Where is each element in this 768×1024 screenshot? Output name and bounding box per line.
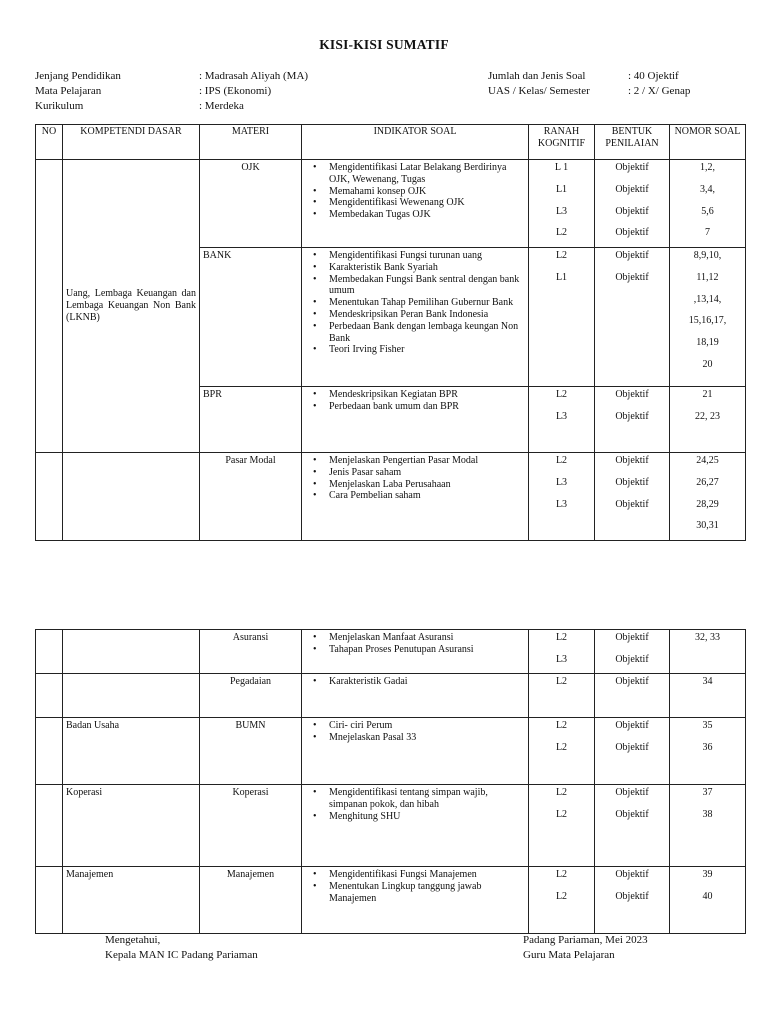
indikator-cell	[302, 630, 529, 674]
bentuk-value: Objektif	[615, 389, 649, 400]
ranah-value: L2	[555, 787, 568, 798]
table-row	[36, 160, 746, 248]
bentuk-value: Objektif	[615, 455, 649, 466]
nomor-cell	[670, 718, 746, 785]
ranah-cell	[529, 674, 595, 718]
info-value: : 2 / X/ Genap	[628, 85, 691, 97]
indikator-cell	[302, 387, 529, 453]
list-item: • Mengidentifikasi Wewenang OJK	[329, 197, 525, 209]
bentuk-value: Objektif	[615, 676, 649, 687]
list-item: • Perbedaan bank umum dan BPR	[329, 401, 525, 413]
info-value: : Merdeka	[199, 100, 244, 112]
kd-cell	[63, 674, 200, 718]
nomor-value: 18,19	[696, 337, 719, 349]
bentuk-value: Objektif	[615, 869, 649, 880]
materi-cell: Koperasi	[200, 785, 302, 867]
ranah-cell	[529, 867, 595, 934]
nomor-value: 5,6	[701, 205, 714, 217]
bentuk-value: Objektif	[615, 271, 649, 283]
list-item: • Mendeskripsikan Peran Bank Indonesia	[329, 309, 525, 321]
document-title: KISI-KISI SUMATIF	[319, 37, 449, 52]
ranah-value: L1	[555, 271, 568, 283]
no-cell	[36, 160, 63, 453]
footer-text: Guru Mata Pelajaran	[523, 949, 615, 961]
nomor-value: 8,9,10,	[693, 250, 722, 261]
bentuk-value: Objektif	[615, 476, 649, 488]
info-label: Jumlah dan Jenis Soal	[488, 70, 586, 82]
indikator-cell	[302, 160, 529, 248]
nomor-cell	[670, 867, 746, 934]
list-item: • Cara Pembelian saham	[329, 490, 525, 502]
nomor-value: 20	[702, 358, 713, 370]
list-item: • Mnejelaskan Pasal 33	[329, 732, 525, 744]
nomor-value: 15,16,17,	[688, 315, 727, 327]
bentuk-value: Objektif	[615, 205, 649, 217]
list-item: • Tahapan Proses Penutupan Asuransi	[329, 644, 525, 656]
column-header: MATERI	[200, 125, 302, 160]
list-item: • Mengidentifikasi Fungsi Manajemen	[329, 869, 525, 881]
nomor-cell	[670, 630, 746, 674]
kd-cell: Badan Usaha	[63, 718, 200, 785]
list-item: • Menentukan Tahap Pemilihan Gubernur Bank	[329, 297, 525, 309]
footer-text: Kepala MAN IC Padang Pariaman	[105, 949, 258, 961]
bentuk-cell	[595, 674, 670, 718]
kd-cell	[63, 630, 200, 674]
nomor-cell	[670, 248, 746, 387]
nomor-value: 1,2,	[700, 162, 715, 173]
info-left-values	[199, 69, 308, 114]
table-row	[36, 630, 746, 674]
footer-text: Mengetahui,	[105, 934, 161, 946]
bentuk-value: Objektif	[615, 653, 649, 665]
materi-cell: Manajemen	[200, 867, 302, 934]
info-label: Kurikulum	[35, 100, 84, 112]
column-header: NOMOR SOAL	[670, 125, 746, 160]
bentuk-cell	[595, 248, 670, 387]
no-cell	[36, 785, 63, 867]
list-item: • Menghitung SHU	[329, 811, 525, 823]
nomor-value: ,13,14,	[693, 293, 722, 305]
bentuk-cell	[595, 160, 670, 248]
ranah-cell	[529, 718, 595, 785]
column-header: RANAH KOGNITIF	[529, 125, 595, 160]
materi-cell: BPR	[200, 387, 302, 453]
table-row	[36, 453, 746, 541]
indikator-cell	[302, 785, 529, 867]
nomor-value: 11,12	[696, 271, 719, 283]
list-item: • Karakteristik Bank Syariah	[329, 262, 525, 274]
column-header: BENTUK PENILAIAN	[595, 125, 670, 160]
ranah-value: L2	[555, 455, 568, 466]
no-cell	[36, 867, 63, 934]
no-cell	[36, 453, 63, 541]
list-item: • Perbedaan Bank dengan lembaga keungan Non Bank	[329, 321, 525, 345]
table-row	[36, 718, 746, 785]
footer-text: Padang Pariaman, Mei 2023	[523, 934, 648, 946]
nomor-value: 40	[702, 890, 713, 902]
bentuk-value: Objektif	[615, 183, 649, 195]
nomor-value: 3,4,	[700, 183, 715, 195]
ranah-value: L2	[555, 869, 568, 880]
indikator-cell	[302, 453, 529, 541]
table-row	[36, 674, 746, 718]
nomor-cell	[670, 387, 746, 453]
bentuk-cell	[595, 387, 670, 453]
nomor-value: 22, 23	[695, 410, 720, 422]
ranah-value: L2	[555, 227, 568, 239]
ranah-cell	[529, 387, 595, 453]
bentuk-value: Objektif	[615, 890, 649, 902]
list-item: • Karakteristik Gadai	[329, 676, 525, 688]
nomor-value: 32, 33	[695, 632, 720, 643]
nomor-value: 28,29	[696, 498, 719, 510]
list-item: • Mengidentifikasi Latar Belakang Berdirinya OJK, Wewenang, Tugas	[329, 162, 525, 186]
bentuk-value: Objektif	[615, 808, 649, 820]
nomor-cell	[670, 453, 746, 541]
info-label: UAS / Kelas/ Semester	[488, 85, 590, 97]
column-header: NO	[36, 125, 63, 160]
materi-cell: Pegadaian	[200, 674, 302, 718]
indikator-cell	[302, 248, 529, 387]
materi-cell: BUMN	[200, 718, 302, 785]
kd-cell: Koperasi	[63, 785, 200, 867]
bentuk-value: Objektif	[615, 227, 649, 239]
nomor-value: 39	[702, 869, 713, 880]
indikator-cell	[302, 674, 529, 718]
indikator-cell	[302, 718, 529, 785]
list-item: • Memahami konsep OJK	[329, 186, 525, 198]
ranah-cell	[529, 630, 595, 674]
ranah-cell	[529, 453, 595, 541]
ranah-value: L2	[555, 808, 568, 820]
bentuk-value: Objektif	[615, 741, 649, 753]
ranah-cell	[529, 785, 595, 867]
materi-cell: BANK	[200, 248, 302, 387]
ranah-value: L3	[555, 476, 568, 488]
list-item: • Teori Irving Fisher	[329, 344, 525, 356]
ranah-value: L2	[555, 250, 568, 261]
indikator-cell	[302, 867, 529, 934]
info-right-labels	[488, 69, 590, 99]
bentuk-value: Objektif	[615, 250, 649, 261]
kd-text: Uang, Lembaga Keuangan dan Lembaga Keuangan Non Bank (LKNB)	[66, 288, 196, 323]
footer-left	[105, 933, 258, 963]
kd-cell	[63, 160, 200, 453]
bentuk-value: Objektif	[615, 720, 649, 731]
info-value: : 40 Ojektif	[628, 70, 679, 82]
kd-cell	[63, 453, 200, 541]
info-right-values	[628, 69, 690, 99]
bentuk-cell	[595, 630, 670, 674]
kd-cell: Manajemen	[63, 867, 200, 934]
nomor-value: 34	[702, 676, 713, 687]
info-value: : Madrasah Aliyah (MA)	[199, 70, 309, 82]
ranah-value: L3	[555, 410, 568, 422]
list-item: • Jenis Pasar saham	[329, 467, 525, 479]
column-header: KOMPETENDI DASAR	[63, 125, 200, 160]
ranah-value: L3	[555, 498, 568, 510]
materi-cell: OJK	[200, 160, 302, 248]
ranah-value: L2	[555, 632, 568, 643]
ranah-value: L 1	[554, 162, 569, 173]
materi-cell: Pasar Modal	[200, 453, 302, 541]
bentuk-cell	[595, 453, 670, 541]
bentuk-value: Objektif	[615, 162, 649, 173]
nomor-value: 30,31	[696, 520, 719, 532]
nomor-value: 21	[702, 389, 713, 400]
info-left-labels	[35, 69, 121, 114]
ranah-value: L2	[555, 676, 568, 687]
list-item: • Mengidentifikasi tentang simpan wajib, simpanan pokok, dan hibah	[329, 787, 525, 811]
nomor-cell	[670, 674, 746, 718]
bentuk-cell	[595, 867, 670, 934]
bentuk-value: Objektif	[615, 498, 649, 510]
list-item: • Menjelaskan Pengertian Pasar Modal	[329, 455, 525, 467]
info-value: : IPS (Ekonomi)	[199, 85, 272, 97]
ranah-value: L2	[555, 720, 568, 731]
bentuk-value: Objektif	[615, 410, 649, 422]
table-header-row	[36, 125, 746, 160]
footer-right	[523, 933, 648, 963]
info-label: Mata Pelajaran	[35, 85, 102, 97]
bentuk-value: Objektif	[615, 787, 649, 798]
bentuk-value: Objektif	[615, 632, 649, 643]
nomor-value: 35	[702, 720, 713, 731]
nomor-value: 7	[705, 227, 710, 239]
nomor-value: 24,25	[696, 455, 719, 466]
no-cell	[36, 630, 63, 674]
list-item: • Mendeskripsikan Kegiatan BPR	[329, 389, 525, 401]
ranah-value: L2	[555, 389, 568, 400]
kisi-table-page-2	[35, 629, 746, 934]
no-cell	[36, 674, 63, 718]
nomor-value: 37	[702, 787, 713, 798]
materi-cell: Asuransi	[200, 630, 302, 674]
table-row	[36, 867, 746, 934]
ranah-value: L3	[555, 205, 568, 217]
nomor-value: 26,27	[696, 476, 719, 488]
ranah-value: L1	[555, 183, 568, 195]
table-row	[36, 785, 746, 867]
bentuk-cell	[595, 785, 670, 867]
nomor-cell	[670, 160, 746, 248]
ranah-value: L2	[555, 890, 568, 902]
list-item: • Ciri- ciri Perum	[329, 720, 525, 732]
no-cell	[36, 718, 63, 785]
list-item: • Membedakan Tugas OJK	[329, 209, 525, 221]
ranah-value: L3	[555, 653, 568, 665]
nomor-cell	[670, 785, 746, 867]
column-header: INDIKATOR SOAL	[302, 125, 529, 160]
ranah-value: L2	[555, 741, 568, 753]
kisi-table-page-1	[35, 124, 746, 541]
nomor-value: 38	[702, 808, 713, 820]
ranah-cell	[529, 248, 595, 387]
list-item: • Menjelaskan Laba Perusahaan	[329, 479, 525, 491]
list-item: • Menjelaskan Manfaat Asuransi	[329, 632, 525, 644]
bentuk-cell	[595, 718, 670, 785]
list-item: • Menentukan Lingkup tanggung jawab Manajemen	[329, 881, 525, 905]
ranah-cell	[529, 160, 595, 248]
list-item: • Mengidentifikasi Fungsi turunan uang	[329, 250, 525, 262]
nomor-value: 36	[702, 741, 713, 753]
info-label: Jenjang Pendidikan	[35, 70, 121, 82]
list-item: • Membedakan Fungsi Bank sentral dengan bank umum	[329, 274, 525, 298]
